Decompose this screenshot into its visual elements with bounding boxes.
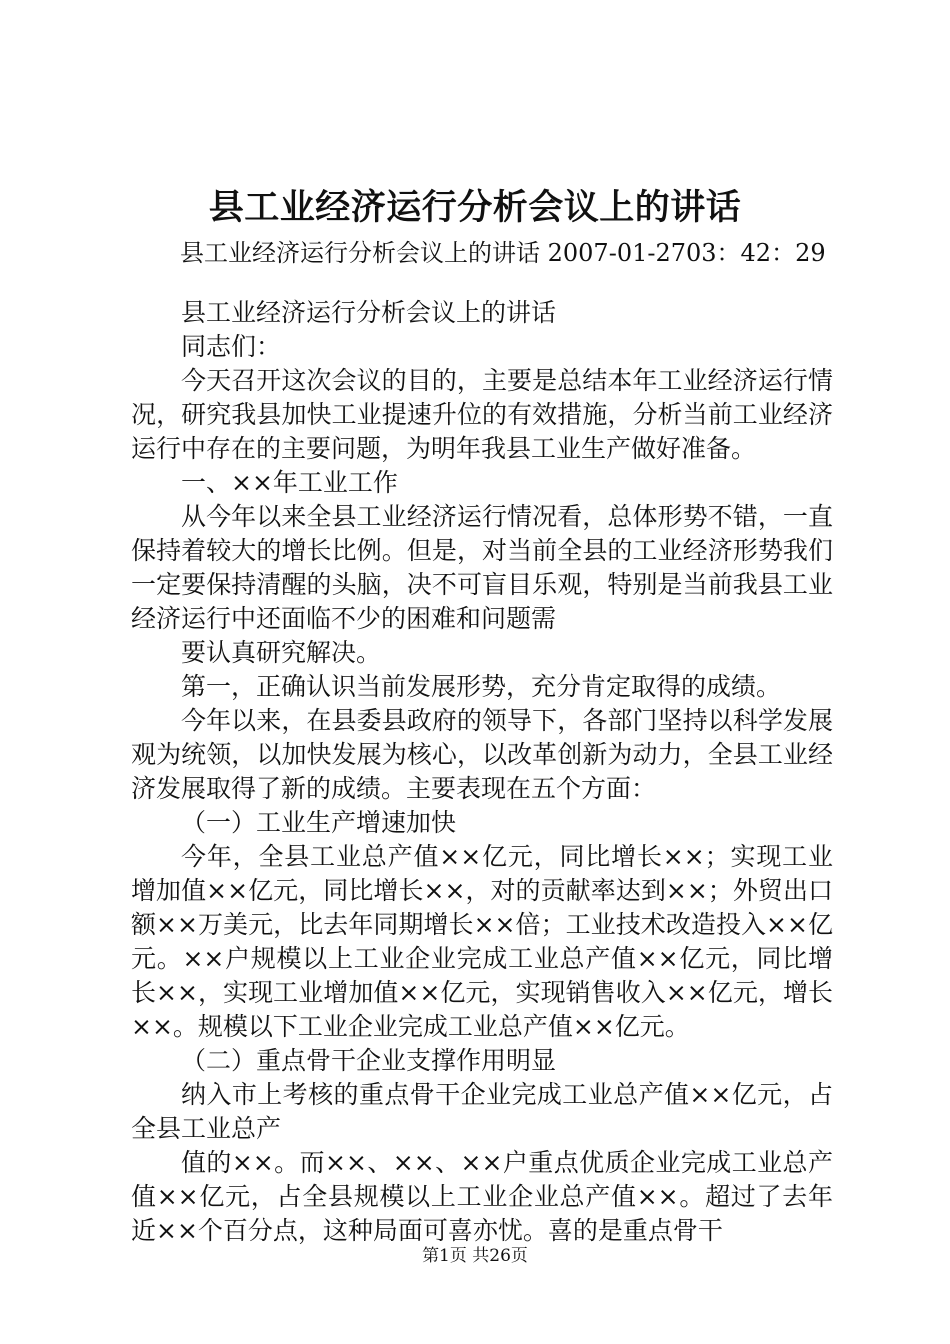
paragraph: 纳入市上考核的重点骨干企业完成工业总产值××亿元，占全县工业总产 bbox=[131, 1080, 833, 1143]
paragraph: 县工业经济运行分析会议上的讲话 bbox=[181, 298, 557, 327]
page-footer bbox=[0, 1244, 950, 1268]
page-number-current: 第1页 bbox=[422, 1246, 467, 1266]
paragraph: 今年，全县工业总产值××亿元，同比增长××；实现工业增加值××亿元，同比增长××，对的贡献率达到××；外贸出口额××万美元，比去年同期增长××倍；工业技术改造投入××亿元。××户规模以上工业企业完成工业总产值××亿元，同比增长××，实现工业增加值××亿元，实现销售收入××亿元，增长××。规模以下工业企业完成工业总产值××亿元。 bbox=[131, 842, 833, 1041]
paragraph: 值的××。而××、××、××户重点优质企业完成工业总产值××亿元，占全县规模以上工业企业总产值××。超过了去年近××个百分点，这种局面可喜亦忧。喜的是重点骨干 bbox=[131, 1148, 833, 1245]
page-number-total: 共26页 bbox=[472, 1246, 528, 1266]
document-title: 县工业经济运行分析会议上的讲话 bbox=[208, 188, 742, 228]
paragraph: 今年以来，在县委县政府的领导下，各部门坚持以科学发展观为统领，以加快发展为核心，以改革创新为动力，全县工业经济发展取得了新的成绩。主要表现在五个方面： bbox=[131, 706, 833, 803]
paragraph: 第一，正确认识当前发展形势，充分肯定取得的成绩。 bbox=[181, 672, 782, 701]
paragraph: 今天召开这次会议的目的，主要是总结本年工业经济运行情况，研究我县加快工业提速升位的有效措施，分析当前工业经济运行中存在的主要问题，为明年我县工业生产做好准备。 bbox=[131, 366, 833, 463]
paragraph: 要认真研究解决。 bbox=[181, 638, 382, 667]
paragraph: 从今年以来全县工业经济运行情况看，总体形势不错，一直保持着较大的增长比例。但是，对当前全县的工业经济形势我们一定要保持清醒的头脑，决不可盲目乐观，特别是当前我县工业经济运行中还面临不少的困难和问题需 bbox=[131, 502, 833, 633]
document-body bbox=[131, 296, 833, 1248]
subsection-heading: （二）重点骨干企业支撑作用明显 bbox=[181, 1046, 557, 1075]
section-heading: 一、××年工业工作 bbox=[181, 468, 398, 497]
paragraph: 同志们： bbox=[181, 332, 282, 361]
document-subtitle: 县工业经济运行分析会议上的讲话 2007-01-2703：42：29 bbox=[180, 239, 826, 267]
subsection-heading: （一）工业生产增速加快 bbox=[181, 808, 457, 837]
